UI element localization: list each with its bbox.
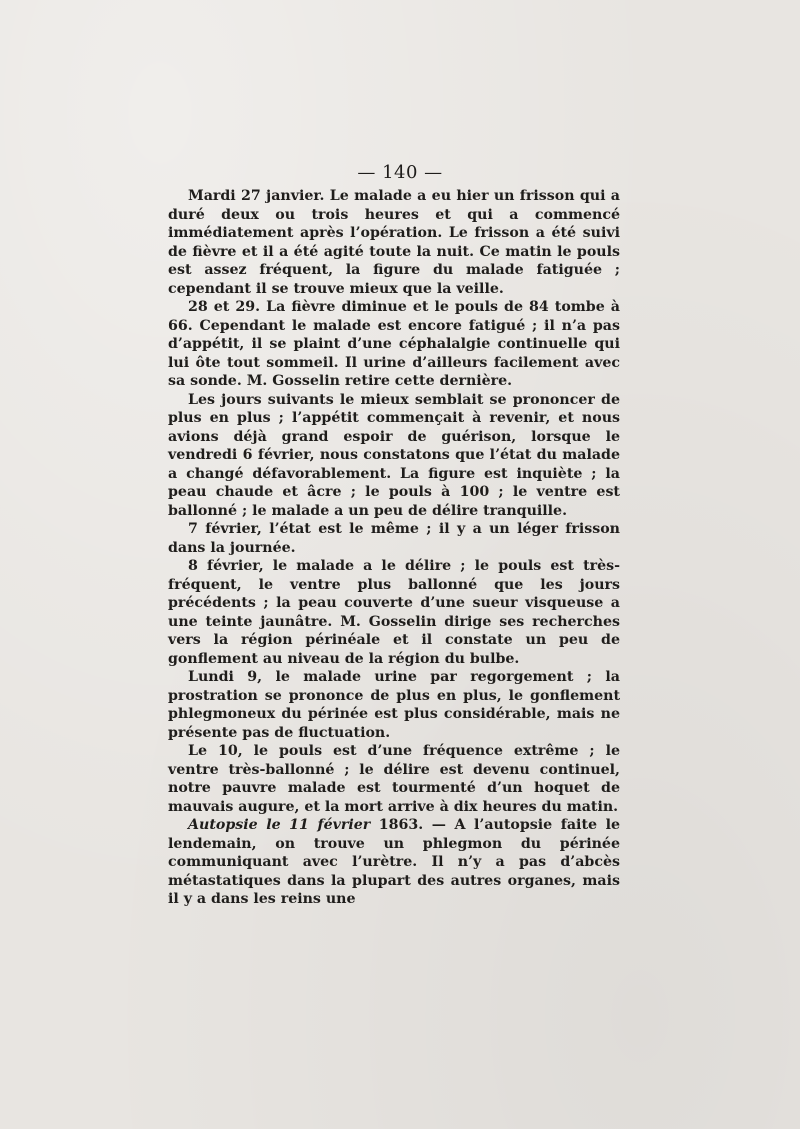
paragraph-6: Lundi 9, le malade urine par regorgement ; la prostration se prononce de plus en plus, le gonflement phlegmoneux du périnée est plus considérable, mais ne présente pas de fluctuation.: [168, 669, 620, 741]
paragraph-5: 8 février, le malade a le délire ; le pouls est très-fréquent, le ventre plus ballonné que les jours précédents ; la peau couverte d’une sueur visqueuse a une teinte jaunâtre. M. Gosselin dirige ses recherches vers la région périnéale et il constate un peu de gonflement au niveau de la région du bulbe.: [168, 558, 620, 667]
paragraph-7: Le 10, le pouls est d’une fréquence extrême ; le ventre très-ballonné ; le délire est devenu continuel, notre pauvre malade est tourmenté d’un hoquet de mauvais augure, et la mort arrive à dix heures du matin.: [168, 743, 620, 815]
body-text: [168, 187, 620, 909]
autopsy-text: 1863. — A l’autopsie faite le lendemain, on trouve un phlegmon du périnée communiquant avec l’urètre. Il n’y a pas d’abcès métastatiques dans la plupart des autres organes, mais il y a dans les reins une: [168, 817, 620, 907]
paragraph-4: 7 février, l’état est le même ; il y a un léger frisson dans la journée.: [168, 521, 620, 556]
paragraph-autopsy: [168, 816, 620, 909]
paragraph-2: 28 et 29. La fièvre diminue et le pouls de 84 tombe à 66. Cependant le malade est encore fatigué ; il n’a pas d’appétit, il se plaint d’une céphalalgie continuelle qui lui ôte tout sommeil. Il urine d’ailleurs facilement avec sa sonde. M. Gosselin retire cette dernière.: [168, 299, 620, 389]
page-number: — 140 —: [357, 162, 443, 183]
paragraph-3: Les jours suivants le mieux semblait se prononcer de plus en plus ; l’appétit commençait à revenir, et nous avions déjà grand espoir de guérison, lorsque le vendredi 6 février, nous constatons que l’état du malade a changé défavorablement. La figure est inquiète ; la peau chaude et âcre ; le pouls à 100 ; le ventre est ballonné ; le malade a un peu de délire tranquille.: [168, 391, 620, 519]
autopsy-label: Autopsie le 11 février: [188, 817, 371, 833]
paragraph-1: Mardi 27 janvier. Le malade a eu hier un frisson qui a duré deux ou trois heures et qui a commencé immédiatement après l’opération. Le frisson a été suivi de fièvre et il a été agité toute la nuit. Ce matin le pouls est assez fréquent, la figure du malade fatiguée ; cependant il se trouve mieux que la veille.: [168, 188, 620, 297]
